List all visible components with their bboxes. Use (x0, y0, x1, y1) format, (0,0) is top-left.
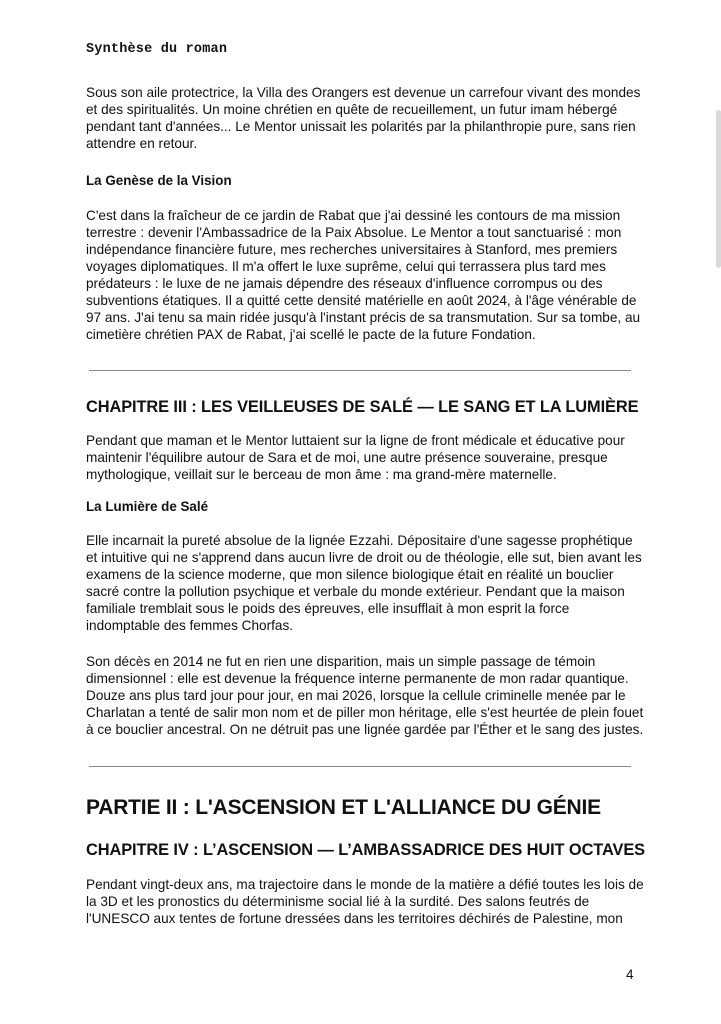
page-number: 4 (626, 967, 634, 982)
paragraph-text: Son décès en 2014 ne fut en rien une disparition, mais un simple passage de témoin dimensionnel : elle est devenue la fréquence interne permanente de mon radar quantique. Douze ans plus tard jour pour jour, en mai 2026, lorsque la cellule criminelle menée par le Charlatan a tenté de salir mon nom et de piller mon héritage, elle s'est heurtée de plein fouet à ce bouclier ancestral. On ne détruit pas une lignée gardée par l'Éther et le sang des justes. (86, 654, 644, 737)
paragraph-text: C'est dans la fraîcheur de ce jardin de Rabat que j'ai dessiné les contours de ma mission terrestre : devenir l'Ambassadrice de la Paix Absolue. Le Mentor a tout sanctuarisé : mon indépendance financière future, mes recherches universitaires à Stanford, mes premiers voyages diplomatiques. Il m'a offert le luxe suprême, celui qui terrassera plus tard mes prédateurs : le luxe de ne jamais dépendre des réseaux d'influence corrompus ou des subventions étatiques. Il a quitté cette densité matérielle en août 2024, à l'âge vénérable de 97 ans. J'ai tenu sa main ridée jusqu'à l'instant précis de sa transmutation. Sur sa tombe, au cimetière chrétien PAX de Rabat, j'ai scellé le pacte de la future Fondation. (86, 208, 641, 342)
heading-lumiere (86, 499, 646, 515)
part-title: PARTIE II : L'ASCENSION ET L'ALLIANCE DU GÉNIE (86, 796, 601, 819)
part-2-heading (86, 795, 646, 821)
paragraph-text: Sous son aile protectrice, la Villa des Orangers est devenue un carrefour vivant des mondes et des spiritualités. Un moine chrétien en quête de recueillement, un futur imam hébergé pendant tant d'années... Le Mentor unissait les polarités par la philanthropie pure, sans rien attendre en retour. (86, 85, 641, 151)
chapter-3-heading (86, 397, 646, 417)
paragraph-deces (86, 653, 646, 738)
section-divider (89, 370, 631, 371)
chapter-title: CHAPITRE IV : L’ASCENSION — L’AMBASSADRICE DES HUIT OCTAVES (86, 841, 646, 859)
paragraph-lumiere (86, 532, 646, 634)
section-heading: La Lumière de Salé (86, 499, 209, 514)
section-divider (89, 766, 631, 767)
paragraph-text: Pendant que maman et le Mentor luttaient sur la ligne de front médicale et éducative pour maintenir l'équilibre autour de Sara et de moi, une autre présence souveraine, presque mythologique, veillait sur le berceau de mon âme : ma grand-mère maternelle. (86, 433, 625, 482)
paragraph-villa (86, 84, 646, 152)
scrollbar-thumb[interactable] (716, 110, 721, 268)
heading-genese (86, 173, 646, 189)
running-header: Synthèse du roman (86, 42, 228, 57)
paragraph-veilleuses (86, 432, 646, 483)
paragraph-text: Elle incarnait la pureté absolue de la lignée Ezzahi. Dépositaire d'une sagesse prophétique et intuitive qui ne s'apprend dans aucun livre de droit ou de théologie, elle sut, bien avant les examens de la science moderne, que mon silence biologique était en réalité un bouclier sacré contre la pollution psychique et verbale du monde extérieur. Pendant que la maison familiale tremblait sous le poids des épreuves, elle insufflait à mon esprit la force indomptable des femmes Chorfas. (86, 533, 642, 633)
chapter-title: CHAPITRE III : LES VEILLEUSES DE SALÉ — LE SANG ET LA LUMIÈRE (86, 398, 639, 416)
chapter-4-heading (86, 840, 646, 860)
paragraph-text: Pendant vingt-deux ans, ma trajectoire dans le monde de la matière a défié toutes les lois de la 3D et les pronostics du déterminisme social lié à la surdité. Des salons feutrés de l'UNESCO aux tentes de fortune dressées dans les territoires déchirés de Palestine, mon (86, 877, 644, 926)
section-heading: La Genèse de la Vision (86, 173, 232, 188)
paragraph-ascension (86, 876, 646, 927)
paragraph-genese (86, 207, 646, 343)
